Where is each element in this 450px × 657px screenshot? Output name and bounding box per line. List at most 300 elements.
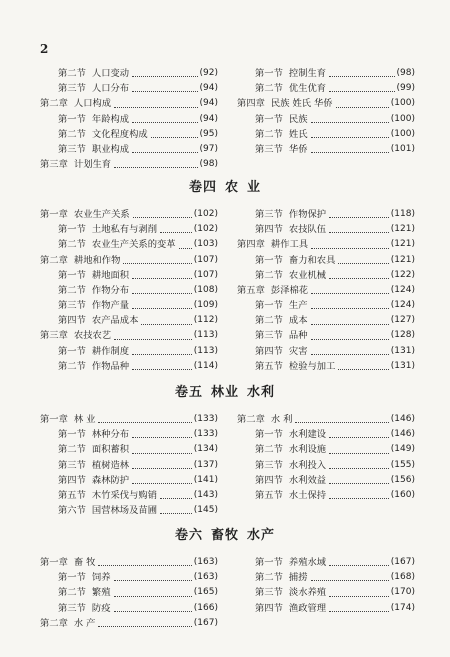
entry-page: (92) xyxy=(199,67,218,78)
toc-column-left xyxy=(40,207,218,374)
entry-title: 淡水养殖 xyxy=(288,587,327,599)
entry-page: (107) xyxy=(193,269,218,280)
entry-title: 品种 xyxy=(288,330,308,342)
dot-leader xyxy=(338,263,388,264)
entry-number: 第一节 xyxy=(255,254,283,266)
juan-title-part: 农 xyxy=(224,180,239,195)
toc-section-entry xyxy=(40,601,218,616)
entry-title: 计划生育 xyxy=(73,159,112,171)
entry-number: 第一节 xyxy=(58,113,86,125)
juan-title-part: 业 xyxy=(247,180,262,195)
entry-number: 第三节 xyxy=(58,602,86,614)
entry-title: 水土保持 xyxy=(288,489,327,501)
toc-column-right xyxy=(237,412,415,518)
toc-block-livestock-fishery xyxy=(40,555,415,631)
toc-section-entry xyxy=(237,127,415,142)
entry-number: 第四节 xyxy=(255,224,283,236)
entry-title: 检验与加工 xyxy=(288,360,336,372)
toc-section-entry xyxy=(237,555,415,570)
dot-leader xyxy=(329,468,389,469)
entry-page: (94) xyxy=(199,98,218,109)
entry-title: 成本 xyxy=(288,315,308,327)
entry-number: 第三章 xyxy=(40,159,68,171)
entry-title: 林种分布 xyxy=(91,429,130,441)
dot-leader xyxy=(311,354,389,355)
toc-chapter-entry xyxy=(40,207,218,222)
entry-number: 第四节 xyxy=(58,474,86,486)
entry-title: 防疫 xyxy=(91,602,111,614)
toc-section-entry xyxy=(237,207,415,222)
entry-number: 第二章 xyxy=(40,254,68,266)
entry-page: (100) xyxy=(390,98,415,109)
juan-number: 卷四 xyxy=(188,180,217,195)
toc-chapter-entry xyxy=(40,616,218,631)
toc-chapter-entry xyxy=(40,555,218,570)
toc-section-entry xyxy=(40,570,218,585)
juan-heading-forestry-water xyxy=(0,381,450,400)
entry-page: (118) xyxy=(390,208,415,219)
entry-number: 第二节 xyxy=(58,128,86,140)
dot-leader xyxy=(160,513,192,514)
entry-page: (143) xyxy=(193,489,218,500)
toc-block-population xyxy=(40,66,415,172)
entry-number: 第一节 xyxy=(58,345,86,357)
entry-number: 第一节 xyxy=(255,67,283,79)
entry-title: 人口变动 xyxy=(91,67,130,79)
entry-title: 民族 姓氏 华侨 xyxy=(270,98,333,110)
entry-title: 民族 xyxy=(288,113,308,125)
dot-leader xyxy=(114,596,192,597)
entry-title: 彭泽棉花 xyxy=(270,284,309,296)
entry-page: (124) xyxy=(390,284,415,295)
entry-title: 耕地和作物 xyxy=(73,254,121,266)
entry-title: 水 产 xyxy=(73,617,96,629)
toc-section-entry xyxy=(237,222,415,237)
entry-page: (174) xyxy=(390,602,415,613)
entry-page: (101) xyxy=(390,143,415,154)
dot-leader xyxy=(132,76,197,77)
entry-page: (160) xyxy=(390,489,415,500)
entry-page: (141) xyxy=(193,474,218,485)
entry-page: (99) xyxy=(396,83,415,94)
entry-page: (121) xyxy=(390,254,415,265)
entry-page: (121) xyxy=(390,224,415,235)
toc-block-forestry-water xyxy=(40,412,415,518)
toc-section-entry xyxy=(40,488,218,503)
toc-section-entry xyxy=(40,313,218,328)
dot-leader xyxy=(329,278,389,279)
toc-section-entry xyxy=(40,442,218,457)
toc-section-entry xyxy=(237,442,415,457)
entry-title: 林 业 xyxy=(73,413,96,425)
entry-page: (114) xyxy=(193,360,218,371)
entry-page: (156) xyxy=(390,474,415,485)
dot-leader xyxy=(329,483,389,484)
juan-number: 卷五 xyxy=(174,385,203,400)
entry-number: 第三节 xyxy=(255,143,283,155)
toc-section-entry xyxy=(40,359,218,374)
dot-leader xyxy=(114,611,192,612)
entry-title: 植树造林 xyxy=(91,459,130,471)
entry-title: 水利投入 xyxy=(288,459,327,471)
dot-leader xyxy=(329,91,394,92)
entry-page: (94) xyxy=(199,113,218,124)
toc-section-entry xyxy=(237,585,415,600)
toc-section-entry xyxy=(40,585,218,600)
entry-number: 第一节 xyxy=(58,572,86,584)
toc-section-entry xyxy=(40,81,218,96)
dot-leader xyxy=(338,369,388,370)
entry-title: 作物分布 xyxy=(91,284,130,296)
dot-leader xyxy=(311,339,389,340)
juan-heading-agriculture xyxy=(0,176,450,195)
entry-title: 年龄构成 xyxy=(91,113,130,125)
toc-section-entry xyxy=(40,66,218,81)
entry-title: 文化程度构成 xyxy=(91,128,148,140)
entry-number: 第一节 xyxy=(58,269,86,281)
juan-title-part: 水产 xyxy=(247,528,276,543)
dot-leader xyxy=(329,596,389,597)
entry-page: (149) xyxy=(390,444,415,455)
entry-number: 第二节 xyxy=(58,444,86,456)
entry-number: 第五章 xyxy=(237,284,265,296)
entry-title: 水利建设 xyxy=(288,429,327,441)
toc-section-entry xyxy=(40,237,218,252)
entry-number: 第一节 xyxy=(58,224,86,236)
dot-leader xyxy=(311,293,389,294)
entry-number: 第一章 xyxy=(40,413,68,425)
toc-chapter-entry xyxy=(40,412,218,427)
entry-title: 优生优育 xyxy=(288,83,327,95)
entry-number: 第二节 xyxy=(58,587,86,599)
entry-page: (98) xyxy=(199,159,218,170)
dot-leader xyxy=(311,248,389,249)
entry-number: 第一章 xyxy=(40,208,68,220)
entry-page: (166) xyxy=(193,602,218,613)
entry-page: (124) xyxy=(390,300,415,311)
entry-title: 生产 xyxy=(288,300,308,312)
entry-number: 第三节 xyxy=(255,459,283,471)
dot-leader xyxy=(98,565,191,566)
dot-leader xyxy=(132,437,192,438)
entry-number: 第一节 xyxy=(255,113,283,125)
entry-page: (146) xyxy=(390,429,415,440)
entry-title: 耕作工具 xyxy=(270,239,309,251)
toc-section-entry xyxy=(40,222,218,237)
entry-number: 第三节 xyxy=(255,587,283,599)
entry-page: (100) xyxy=(390,113,415,124)
toc-block-agriculture xyxy=(40,207,415,374)
entry-number: 第五节 xyxy=(255,489,283,501)
entry-page: (137) xyxy=(193,459,218,470)
toc-section-entry xyxy=(237,344,415,359)
entry-number: 第二章 xyxy=(40,98,68,110)
entry-page: (97) xyxy=(199,143,218,154)
entry-page: (168) xyxy=(390,572,415,583)
entry-page: (102) xyxy=(193,208,218,219)
dot-leader xyxy=(98,422,191,423)
toc-section-entry xyxy=(237,570,415,585)
entry-number: 第四节 xyxy=(255,345,283,357)
toc-section-entry xyxy=(40,283,218,298)
entry-title: 人口构成 xyxy=(73,98,112,110)
dot-leader xyxy=(160,498,192,499)
entry-page: (170) xyxy=(390,587,415,598)
toc-section-entry xyxy=(237,359,415,374)
dot-leader xyxy=(179,248,192,249)
entry-page: (100) xyxy=(390,128,415,139)
entry-number: 第三节 xyxy=(58,300,86,312)
juan-title-part: 林业 xyxy=(210,385,239,400)
toc-chapter-entry xyxy=(237,96,415,111)
entry-page: (163) xyxy=(193,572,218,583)
toc-section-entry xyxy=(40,344,218,359)
entry-page: (145) xyxy=(193,505,218,516)
dot-leader xyxy=(132,468,192,469)
entry-number: 第三章 xyxy=(40,330,68,342)
entry-page: (131) xyxy=(390,360,415,371)
entry-page: (167) xyxy=(390,556,415,567)
dot-leader xyxy=(132,122,197,123)
entry-number: 第五节 xyxy=(58,489,86,501)
toc-section-entry xyxy=(40,503,218,518)
entry-page: (98) xyxy=(396,67,415,78)
entry-number: 第一节 xyxy=(255,300,283,312)
toc-chapter-entry xyxy=(40,329,218,344)
toc-section-entry xyxy=(237,458,415,473)
entry-page: (163) xyxy=(193,556,218,567)
entry-page: (133) xyxy=(193,413,218,424)
toc-chapter-entry xyxy=(237,237,415,252)
entry-number: 第六节 xyxy=(58,505,86,517)
entry-number: 第三节 xyxy=(58,459,86,471)
dot-leader xyxy=(311,122,389,123)
dot-leader xyxy=(133,217,192,218)
dot-leader xyxy=(329,76,394,77)
entry-number: 第一章 xyxy=(40,556,68,568)
toc-chapter-entry xyxy=(40,157,218,172)
dot-leader xyxy=(329,611,389,612)
entry-number: 第四节 xyxy=(255,474,283,486)
toc-column-left xyxy=(40,66,218,172)
entry-number: 第二节 xyxy=(58,360,86,372)
entry-title: 水利效益 xyxy=(288,474,327,486)
entry-page: (94) xyxy=(199,83,218,94)
entry-page: (128) xyxy=(390,330,415,341)
entry-title: 土地私有与剥削 xyxy=(91,224,157,236)
entry-number: 第四章 xyxy=(237,98,265,110)
entry-title: 农业生产关系 xyxy=(73,208,130,220)
entry-page: (113) xyxy=(193,330,218,341)
dot-leader xyxy=(329,565,389,566)
dot-leader xyxy=(132,354,192,355)
entry-title: 作物保护 xyxy=(288,208,327,220)
entry-title: 饲养 xyxy=(91,572,111,584)
entry-page: (167) xyxy=(193,617,218,628)
toc-section-entry xyxy=(40,142,218,157)
entry-title: 职业构成 xyxy=(91,143,130,155)
entry-page: (95) xyxy=(199,128,218,139)
dot-leader xyxy=(98,626,191,627)
dot-leader xyxy=(114,167,197,168)
toc-section-entry xyxy=(40,127,218,142)
entry-page: (131) xyxy=(390,345,415,356)
entry-title: 姓氏 xyxy=(288,128,308,140)
dot-leader xyxy=(311,152,389,153)
entry-page: (165) xyxy=(193,587,218,598)
entry-page: (103) xyxy=(193,239,218,250)
dot-leader xyxy=(329,437,389,438)
dot-leader xyxy=(311,308,389,309)
entry-number: 第三节 xyxy=(255,330,283,342)
entry-title: 水 利 xyxy=(270,413,293,425)
entry-title: 畜 牧 xyxy=(73,556,96,568)
dot-leader xyxy=(311,324,389,325)
entry-title: 作物品种 xyxy=(91,360,130,372)
dot-leader xyxy=(329,232,389,233)
toc-section-entry xyxy=(237,253,415,268)
toc-section-entry xyxy=(237,66,415,81)
entry-title: 农业生产关系的变革 xyxy=(91,239,176,251)
dot-leader xyxy=(114,107,197,108)
entry-number: 第二节 xyxy=(255,315,283,327)
entry-title: 畜力和农具 xyxy=(288,254,336,266)
entry-page: (109) xyxy=(193,300,218,311)
entry-title: 养殖水域 xyxy=(288,556,327,568)
dot-leader xyxy=(132,293,192,294)
entry-number: 第三节 xyxy=(255,208,283,220)
entry-number: 第二节 xyxy=(58,239,86,251)
entry-title: 控制生育 xyxy=(288,67,327,79)
dot-leader xyxy=(132,278,192,279)
entry-page: (155) xyxy=(390,459,415,470)
entry-title: 农业机械 xyxy=(288,269,327,281)
entry-page: (102) xyxy=(193,224,218,235)
entry-number: 第三节 xyxy=(58,83,86,95)
toc-section-entry xyxy=(40,473,218,488)
toc-column-right xyxy=(237,555,415,631)
toc-section-entry xyxy=(237,112,415,127)
toc-column-left xyxy=(40,555,218,631)
entry-page: (121) xyxy=(390,239,415,250)
dot-leader xyxy=(329,217,389,218)
dot-leader xyxy=(141,324,191,325)
dot-leader xyxy=(132,483,192,484)
toc-column-right xyxy=(237,66,415,172)
dot-leader xyxy=(132,91,197,92)
toc-section-entry xyxy=(237,81,415,96)
dot-leader xyxy=(132,369,192,370)
entry-page: (127) xyxy=(390,315,415,326)
toc-section-entry xyxy=(40,112,218,127)
dot-leader xyxy=(123,263,191,264)
toc-section-entry xyxy=(237,268,415,283)
toc-chapter-entry xyxy=(237,412,415,427)
entry-page: (113) xyxy=(193,345,218,356)
toc-chapter-entry xyxy=(40,96,218,111)
toc-chapter-entry xyxy=(237,283,415,298)
juan-number: 卷六 xyxy=(174,528,203,543)
toc-section-entry xyxy=(40,298,218,313)
toc-column-right xyxy=(237,207,415,374)
entry-page: (108) xyxy=(193,284,218,295)
entry-number: 第五节 xyxy=(255,360,283,372)
dot-leader xyxy=(114,580,192,581)
entry-number: 第二节 xyxy=(255,572,283,584)
entry-title: 繁殖 xyxy=(91,587,111,599)
dot-leader xyxy=(151,137,198,138)
entry-number: 第二节 xyxy=(58,67,86,79)
entry-page: (107) xyxy=(193,254,218,265)
entry-title: 人口分布 xyxy=(91,83,130,95)
entry-number: 第二节 xyxy=(255,128,283,140)
entry-page: (146) xyxy=(390,413,415,424)
dot-leader xyxy=(160,232,192,233)
entry-title: 水利设施 xyxy=(288,444,327,456)
entry-number: 第一节 xyxy=(255,556,283,568)
dot-leader xyxy=(295,422,388,423)
entry-title: 木竹采伐与购销 xyxy=(91,489,157,501)
juan-title-part: 畜牧 xyxy=(210,528,239,543)
entry-number: 第二节 xyxy=(58,284,86,296)
toc-section-entry xyxy=(237,329,415,344)
entry-number: 第二章 xyxy=(237,413,265,425)
dot-leader xyxy=(114,339,192,340)
toc-section-entry xyxy=(237,298,415,313)
toc-section-entry xyxy=(237,313,415,328)
entry-number: 第二章 xyxy=(40,617,68,629)
toc-section-entry xyxy=(40,427,218,442)
toc-column-left xyxy=(40,412,218,518)
juan-heading-livestock-fishery xyxy=(0,524,450,543)
entry-number: 第一节 xyxy=(255,429,283,441)
entry-title: 森林防护 xyxy=(91,474,130,486)
toc-section-entry xyxy=(237,601,415,616)
juan-title-part: 水利 xyxy=(247,385,276,400)
entry-page: (112) xyxy=(193,315,218,326)
dot-leader xyxy=(311,580,389,581)
entry-title: 面积蓄积 xyxy=(91,444,130,456)
entry-page: (122) xyxy=(390,269,415,280)
entry-number: 第三节 xyxy=(58,143,86,155)
entry-number: 第四节 xyxy=(58,315,86,327)
dot-leader xyxy=(132,308,192,309)
entry-title: 农技农艺 xyxy=(73,330,112,342)
toc-section-entry xyxy=(237,473,415,488)
dot-leader xyxy=(336,107,389,108)
toc-section-entry xyxy=(237,488,415,503)
entry-title: 灾害 xyxy=(288,345,308,357)
entry-number: 第四节 xyxy=(255,602,283,614)
entry-title: 捕捞 xyxy=(288,572,308,584)
entry-title: 华侨 xyxy=(288,143,308,155)
toc-section-entry xyxy=(237,427,415,442)
entry-page: (133) xyxy=(193,429,218,440)
entry-title: 耕地面积 xyxy=(91,269,130,281)
entry-number: 第四章 xyxy=(237,239,265,251)
toc-chapter-entry xyxy=(40,253,218,268)
entry-title: 作物产量 xyxy=(91,300,130,312)
page-number: 2 xyxy=(40,42,49,56)
toc-section-entry xyxy=(40,458,218,473)
entry-title: 农产品成本 xyxy=(91,315,139,327)
entry-title: 渔政管理 xyxy=(288,602,327,614)
dot-leader xyxy=(132,152,197,153)
toc-section-entry xyxy=(40,268,218,283)
entry-page: (134) xyxy=(193,444,218,455)
entry-number: 第二节 xyxy=(255,269,283,281)
entry-number: 第二节 xyxy=(255,444,283,456)
